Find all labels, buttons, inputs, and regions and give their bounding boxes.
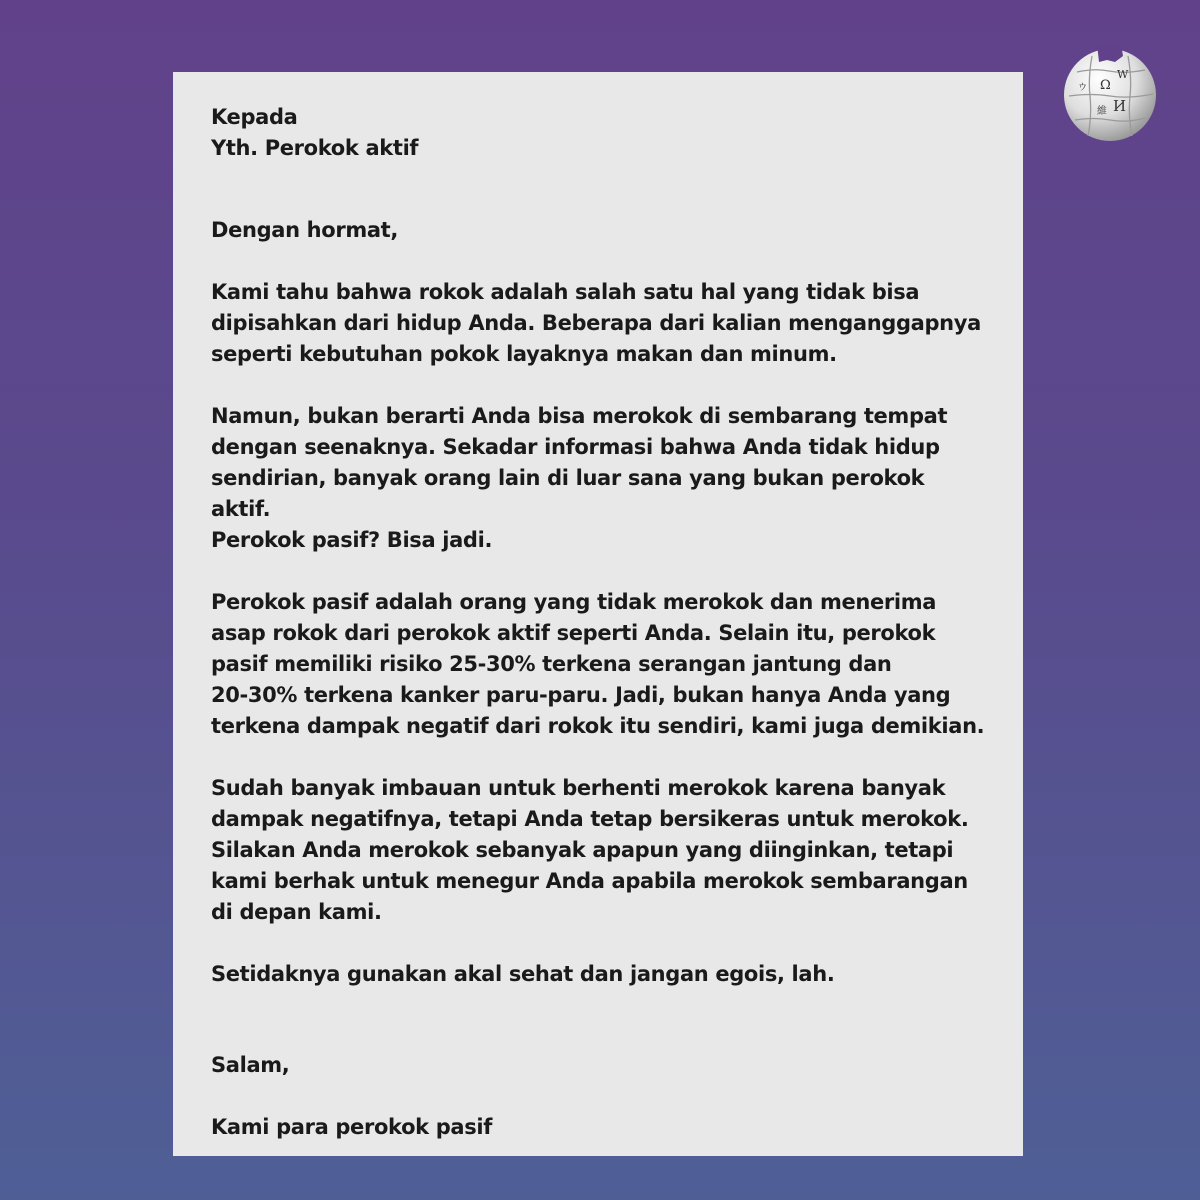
paragraph-line: 20-30% terkena kanker paru-paru. Jadi, bukan hanya Anda yang	[211, 683, 951, 707]
paragraph-line: Silakan Anda merokok sebanyak apapun yang diinginkan, tetapi	[211, 838, 954, 862]
paragraph-line: terkena dampak negatif dari rokok itu sendiri, kami juga demikian.	[211, 714, 985, 738]
paragraph-line: Setidaknya gunakan akal sehat dan jangan egois, lah.	[211, 962, 835, 986]
signature: Kami para perokok pasif	[211, 1115, 493, 1139]
paragraph-line: sendirian, banyak orang lain di luar sana yang bukan perokok aktif.	[211, 466, 925, 521]
logo-glyph: ウ	[1078, 83, 1088, 93]
logo-glyph: W	[1117, 68, 1129, 81]
closing: Salam,	[211, 1053, 290, 1077]
paragraph-line: kami berhak untuk menegur Anda apabila merokok sembarangan	[211, 869, 968, 893]
paragraph-line: dipisahkan dari hidup Anda. Beberapa dari kalian menganggapnya	[211, 311, 981, 335]
paragraph-line: di depan kami.	[211, 900, 382, 924]
letter-paper	[173, 72, 1023, 1156]
paragraph-line: Perokok pasif adalah orang yang tidak merokok dan menerima	[211, 590, 937, 614]
paragraph-5	[211, 959, 987, 990]
recipient: Yth. Perokok aktif	[211, 136, 419, 160]
paragraph-4	[211, 773, 987, 928]
paragraph-line: dampak negatifnya, tetapi Anda tetap bersikeras untuk merokok.	[211, 807, 969, 831]
paragraph-line: Perokok pasif? Bisa jadi.	[211, 528, 493, 552]
logo-glyph: Ω	[1100, 78, 1111, 93]
address-block	[211, 102, 987, 164]
paragraph-line: asap rokok dari perokok aktif seperti Anda. Selain itu, perokok	[211, 621, 936, 645]
paragraph-line: dengan seenaknya. Sekadar informasi bahwa Anda tidak hidup	[211, 435, 940, 459]
greeting: Dengan hormat,	[211, 218, 398, 242]
logo-glyph: 維	[1097, 106, 1107, 117]
paragraph-line: pasif memiliki risiko 25-30% terkena serangan jantung dan	[211, 652, 892, 676]
paragraph-line: seperti kebutuhan pokok layaknya makan dan minum.	[211, 342, 837, 366]
paragraph-line: Kami tahu bahwa rokok adalah salah satu hal yang tidak bisa	[211, 280, 920, 304]
paragraph-2	[211, 401, 987, 556]
paragraph-line: Namun, bukan berarti Anda bisa merokok di sembarang tempat	[211, 404, 948, 428]
wikipedia-globe-icon	[1057, 38, 1163, 144]
paragraph-3	[211, 587, 987, 742]
salutation-to: Kepada	[211, 105, 298, 129]
logo-glyph: И	[1113, 97, 1127, 115]
paragraph-1	[211, 277, 987, 370]
paragraph-line: Sudah banyak imbauan untuk berhenti merokok karena banyak	[211, 776, 946, 800]
